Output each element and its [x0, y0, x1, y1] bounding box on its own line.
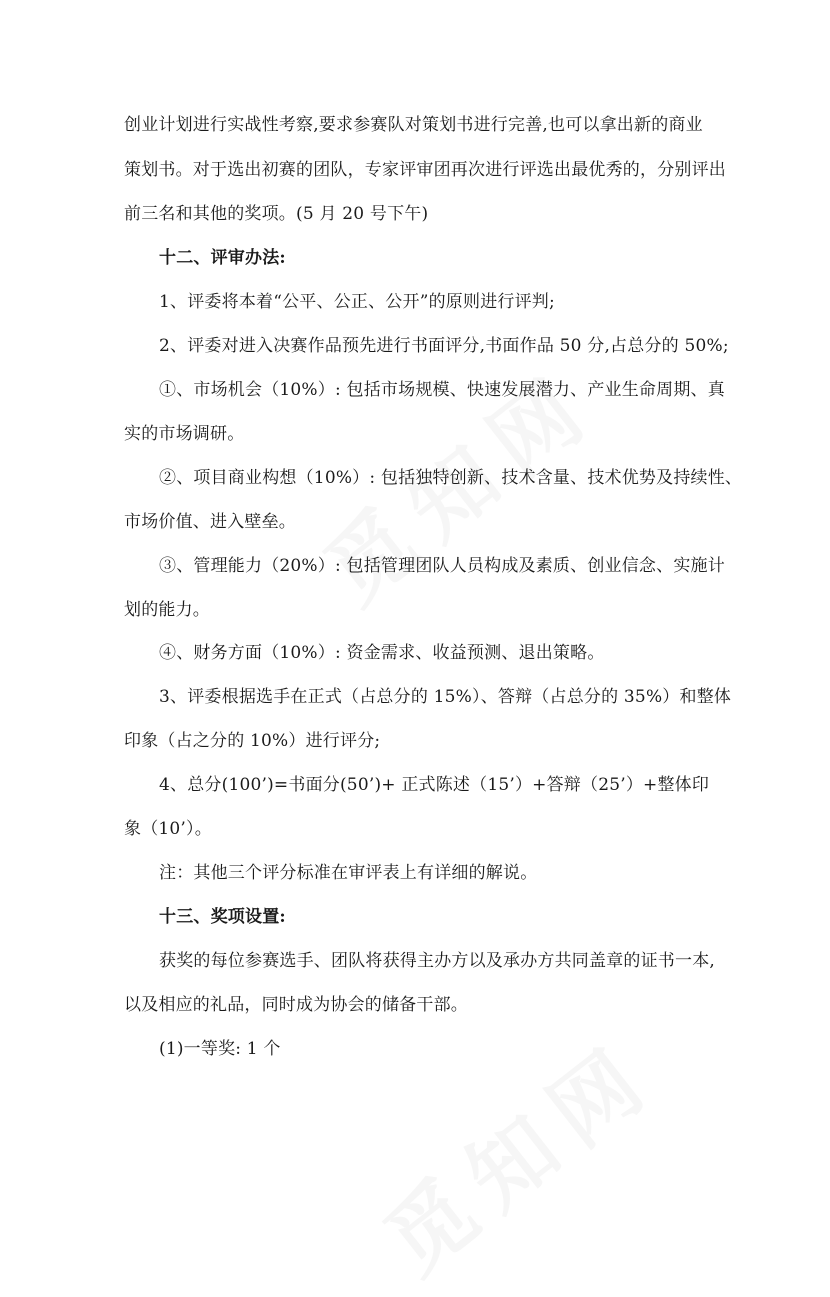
- paragraph-line: 2、评委对进入决赛作品预先进行书面评分,书面作品 50 分,占总分的 50%;: [159, 336, 729, 356]
- paragraph-line: 象（10’）。: [124, 819, 212, 839]
- watermark: [355, 1007, 677, 1297]
- paragraph-line: ②、项目商业构想（10%）: 包括独特创新、技术含量、技术优势及持续性、: [159, 468, 743, 488]
- paragraph-line: 前三名和其他的奖项。(5 月 20 号下午): [124, 204, 429, 224]
- paragraph-line: 1、评委将本着“公平、公正、公开”的原则进行评判;: [159, 292, 555, 312]
- award-first-prize: (1)一等奖: 1 个: [159, 1039, 281, 1059]
- paragraph-line: 4、总分(100’)=书面分(50’)+ 正式陈述（15’）+答辩（25’）+整体印: [159, 775, 710, 795]
- paragraph-line: ①、市场机会（10%）: 包括市场规模、快速发展潜力、产业生命周期、真: [159, 380, 725, 400]
- paragraph-line: 策划书。对于选出初赛的团队，专家评审团再次进行评选出最优秀的，分别评出: [124, 160, 726, 180]
- note-line: 注：其他三个评分标准在审评表上有详细的解说。: [159, 863, 538, 883]
- paragraph-line: 以及相应的礼品，同时成为协会的储备干部。: [124, 995, 468, 1015]
- paragraph-line: 3、评委根据选手在正式（占总分的 15%）、答辩（占总分的 35%）和整体: [159, 687, 732, 707]
- paragraph-line: ③、管理能力（20%）: 包括管理团队人员构成及素质、创业信念、实施计: [159, 556, 725, 576]
- section-heading-review-method: 十二、评审办法:: [159, 248, 286, 268]
- paragraph-line: 印象（占之分的 10%）进行评分;: [124, 731, 381, 751]
- paragraph-line: 实的市场调研。: [124, 424, 245, 444]
- paragraph-line: 市场价值、进入壁垒。: [124, 512, 296, 532]
- paragraph-line: 划的能力。: [124, 600, 210, 620]
- paragraph-line: 获奖的每位参赛选手、团队将获得主办方以及承办方共同盖章的证书一本,: [159, 951, 716, 971]
- section-heading-awards: 十三、奖项设置:: [159, 907, 286, 927]
- paragraph-line: 创业计划进行实战性考察,要求参赛队对策划书进行完善,也可以拿出新的商业: [124, 115, 703, 135]
- paragraph-line: ④、财务方面（10%）: 资金需求、收益预测、退出策略。: [159, 643, 605, 663]
